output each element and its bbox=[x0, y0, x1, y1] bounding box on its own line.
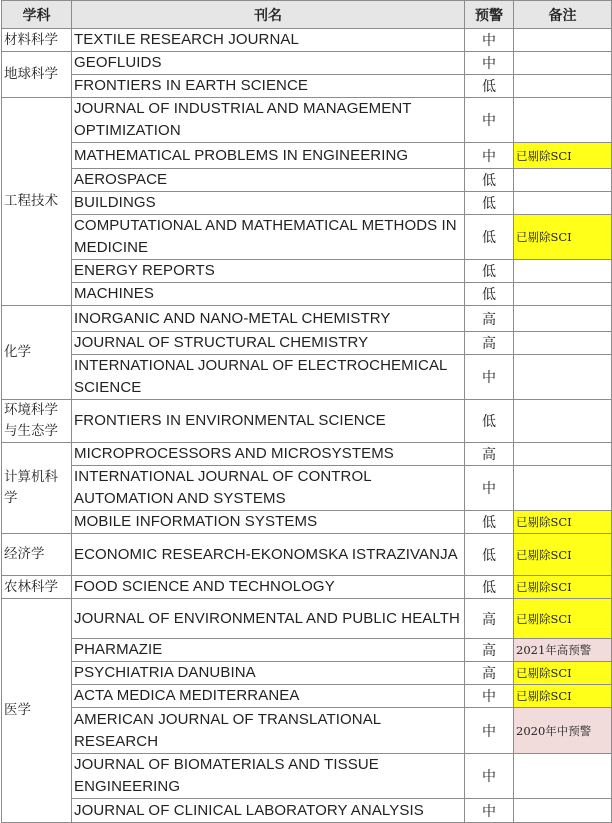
journal-cell: TEXTILE RESEARCH JOURNAL bbox=[72, 29, 465, 52]
note-cell: 已剔除SCI bbox=[514, 599, 612, 639]
journal-cell: COMPUTATIONAL AND MATHEMATICAL METHODS IN MEDICINE bbox=[72, 215, 465, 260]
journal-cell: FRONTIERS IN ENVIRONMENTAL SCIENCE bbox=[72, 400, 465, 443]
journal-cell: JOURNAL OF INDUSTRIAL AND MANAGEMENT OPTIMIZATION bbox=[72, 98, 465, 143]
table-row bbox=[2, 215, 612, 260]
subject-cell: 地球科学 bbox=[2, 52, 72, 98]
header-warning: 预警 bbox=[465, 1, 514, 29]
table-body bbox=[2, 29, 612, 823]
warning-level-cell: 中 bbox=[465, 754, 514, 799]
journal-cell: AMERICAN JOURNAL OF TRANSLATIONAL RESEARCH bbox=[72, 708, 465, 754]
warning-level-cell: 中 bbox=[465, 466, 514, 511]
table-row bbox=[2, 355, 612, 400]
warning-level-cell: 中 bbox=[465, 143, 514, 169]
note-cell: 已剔除SCI bbox=[514, 511, 612, 534]
warning-level-cell: 高 bbox=[465, 443, 514, 466]
subject-cell: 医学 bbox=[2, 599, 72, 823]
subject-cell: 经济学 bbox=[2, 534, 72, 576]
table-row bbox=[2, 169, 612, 192]
header-row bbox=[2, 1, 612, 29]
note-cell: 已剔除SCI bbox=[514, 534, 612, 576]
warning-level-cell: 低 bbox=[465, 215, 514, 260]
table-row bbox=[2, 29, 612, 52]
table-row bbox=[2, 708, 612, 754]
warning-level-cell: 高 bbox=[465, 639, 514, 662]
journal-cell: JOURNAL OF CLINICAL LABORATORY ANALYSIS bbox=[72, 799, 465, 823]
warning-level-cell: 低 bbox=[465, 192, 514, 215]
table-row bbox=[2, 283, 612, 306]
note-cell bbox=[514, 260, 612, 283]
table-row bbox=[2, 332, 612, 355]
journal-cell: BUILDINGS bbox=[72, 192, 465, 215]
header-subject: 学科 bbox=[2, 1, 72, 29]
header-journal: 刊名 bbox=[72, 1, 465, 29]
subject-cell: 化学 bbox=[2, 306, 72, 400]
note-cell bbox=[514, 466, 612, 511]
table-row bbox=[2, 662, 612, 685]
warning-level-cell: 低 bbox=[465, 511, 514, 534]
warning-level-cell: 中 bbox=[465, 29, 514, 52]
note-cell: 已剔除SCI bbox=[514, 662, 612, 685]
warning-level-cell: 高 bbox=[465, 599, 514, 639]
journal-warning-table bbox=[1, 0, 612, 823]
table-row bbox=[2, 685, 612, 708]
journal-cell: ECONOMIC RESEARCH-EKONOMSKA ISTRAZIVANJA bbox=[72, 534, 465, 576]
table-row bbox=[2, 799, 612, 823]
journal-cell: GEOFLUIDS bbox=[72, 52, 465, 75]
note-cell bbox=[514, 799, 612, 823]
subject-cell: 工程技术 bbox=[2, 98, 72, 306]
journal-cell: MATHEMATICAL PROBLEMS IN ENGINEERING bbox=[72, 143, 465, 169]
table-row bbox=[2, 639, 612, 662]
warning-level-cell: 低 bbox=[465, 283, 514, 306]
journal-cell: ENERGY REPORTS bbox=[72, 260, 465, 283]
warning-level-cell: 中 bbox=[465, 98, 514, 143]
journal-cell: JOURNAL OF BIOMATERIALS AND TISSUE ENGINEERING bbox=[72, 754, 465, 799]
warning-level-cell: 中 bbox=[465, 355, 514, 400]
journal-cell: ACTA MEDICA MEDITERRANEA bbox=[72, 685, 465, 708]
table-row bbox=[2, 443, 612, 466]
warning-level-cell: 高 bbox=[465, 662, 514, 685]
note-cell bbox=[514, 332, 612, 355]
note-cell: 2020年中预警 bbox=[514, 708, 612, 754]
table-row bbox=[2, 534, 612, 576]
note-cell bbox=[514, 306, 612, 332]
note-cell bbox=[514, 169, 612, 192]
note-cell bbox=[514, 98, 612, 143]
subject-cell: 计算机科学 bbox=[2, 443, 72, 534]
warning-level-cell: 低 bbox=[465, 75, 514, 98]
journal-cell: INORGANIC AND NANO-METAL CHEMISTRY bbox=[72, 306, 465, 332]
note-cell: 2021年高预警 bbox=[514, 639, 612, 662]
warning-level-cell: 高 bbox=[465, 306, 514, 332]
warning-level-cell: 低 bbox=[465, 576, 514, 599]
note-cell bbox=[514, 355, 612, 400]
subject-cell: 材料科学 bbox=[2, 29, 72, 52]
note-cell bbox=[514, 192, 612, 215]
table-row bbox=[2, 599, 612, 639]
journal-cell: MICROPROCESSORS AND MICROSYSTEMS bbox=[72, 443, 465, 466]
journal-cell: JOURNAL OF STRUCTURAL CHEMISTRY bbox=[72, 332, 465, 355]
table-row bbox=[2, 192, 612, 215]
warning-level-cell: 中 bbox=[465, 52, 514, 75]
table-row bbox=[2, 466, 612, 511]
table-row bbox=[2, 98, 612, 143]
journal-cell: PSYCHIATRIA DANUBINA bbox=[72, 662, 465, 685]
table-header bbox=[2, 1, 612, 29]
note-cell bbox=[514, 29, 612, 52]
table-row bbox=[2, 260, 612, 283]
journal-cell: FOOD SCIENCE AND TECHNOLOGY bbox=[72, 576, 465, 599]
table-row bbox=[2, 511, 612, 534]
journal-cell: AEROSPACE bbox=[72, 169, 465, 192]
table-row bbox=[2, 143, 612, 169]
table-row bbox=[2, 306, 612, 332]
subject-cell: 农林科学 bbox=[2, 576, 72, 599]
note-cell bbox=[514, 443, 612, 466]
warning-level-cell: 高 bbox=[465, 332, 514, 355]
warning-level-cell: 低 bbox=[465, 260, 514, 283]
warning-level-cell: 低 bbox=[465, 534, 514, 576]
note-cell bbox=[514, 75, 612, 98]
note-cell bbox=[514, 754, 612, 799]
note-cell bbox=[514, 283, 612, 306]
table-row bbox=[2, 576, 612, 599]
warning-level-cell: 中 bbox=[465, 799, 514, 823]
note-cell bbox=[514, 400, 612, 443]
note-cell: 已剔除SCI bbox=[514, 685, 612, 708]
table-row bbox=[2, 52, 612, 75]
note-cell bbox=[514, 52, 612, 75]
warning-level-cell: 低 bbox=[465, 169, 514, 192]
journal-cell: MOBILE INFORMATION SYSTEMS bbox=[72, 511, 465, 534]
subject-cell: 环境科学与生态学 bbox=[2, 400, 72, 443]
journal-cell: FRONTIERS IN EARTH SCIENCE bbox=[72, 75, 465, 98]
journal-cell: JOURNAL OF ENVIRONMENTAL AND PUBLIC HEALTH bbox=[72, 599, 465, 639]
warning-level-cell: 低 bbox=[465, 400, 514, 443]
journal-cell: PHARMAZIE bbox=[72, 639, 465, 662]
journal-cell: MACHINES bbox=[72, 283, 465, 306]
warning-level-cell: 中 bbox=[465, 685, 514, 708]
note-cell: 已剔除SCI bbox=[514, 143, 612, 169]
header-note: 备注 bbox=[514, 1, 612, 29]
warning-level-cell: 中 bbox=[465, 708, 514, 754]
note-cell: 已剔除SCI bbox=[514, 215, 612, 260]
table-row bbox=[2, 75, 612, 98]
journal-cell: INTERNATIONAL JOURNAL OF CONTROL AUTOMATION AND SYSTEMS bbox=[72, 466, 465, 511]
table-row bbox=[2, 754, 612, 799]
note-cell: 已剔除SCI bbox=[514, 576, 612, 599]
journal-cell: INTERNATIONAL JOURNAL OF ELECTROCHEMICAL SCIENCE bbox=[72, 355, 465, 400]
table-row bbox=[2, 400, 612, 443]
